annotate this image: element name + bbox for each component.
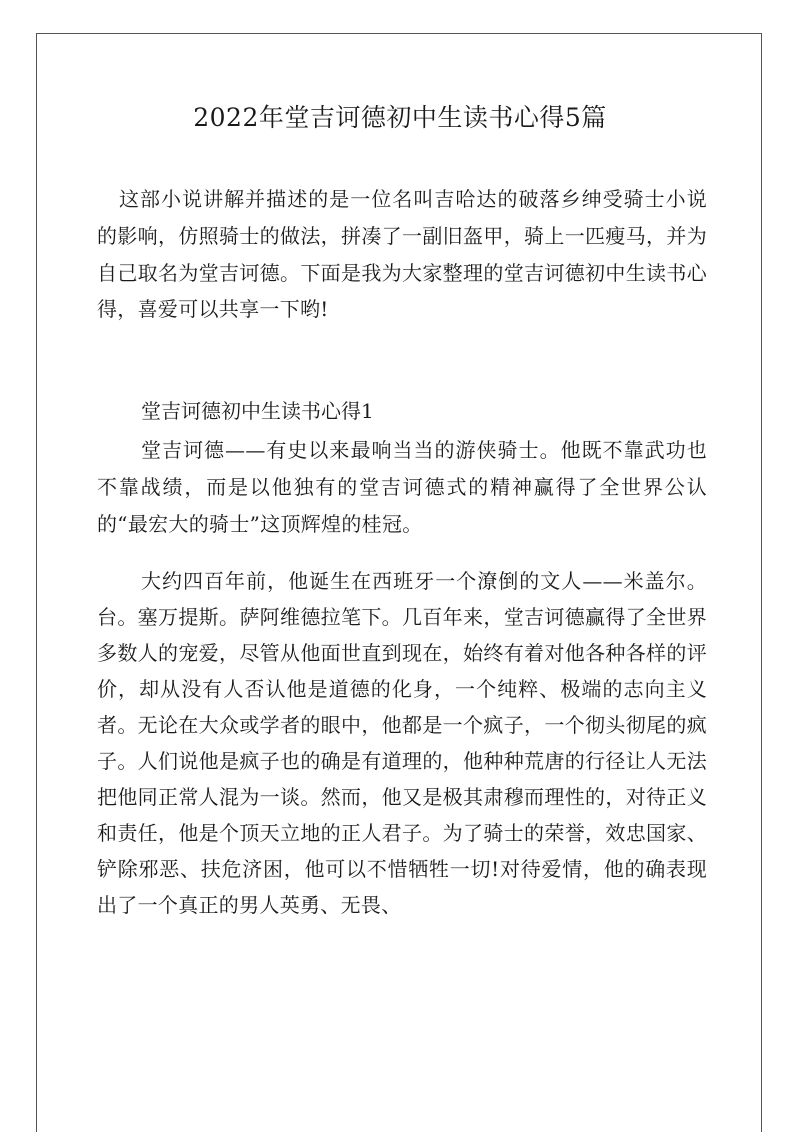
body-paragraph-2: 大约四百年前，他诞生在西班牙一个潦倒的文人——米盖尔。台。塞万提斯。萨阿维德拉笔下。几百年来，堂吉诃德赢得了全世界多数人的宠爱，尽管从他面世直到现在，始终有着对他各种各样的评价，却从没有人否认他是道德的化身，一个纯粹、极端的志向主义者。无论在大众或学者的眼中，他都是一个疯子，一个彻头彻尾的疯子。人们说他是疯子也的确是有道理的，他种种荒唐的行径让人无法把他同正常人混为一谈。然而，他又是极其肃穆而理性的，对待正义和责任，他是个顶天立地的正人君子。为了骑士的荣誉，效忠国家、铲除邪恶、扶危济困，他可以不惜牺牲一切!对待爱情，他的确表现出了一个真正的男人英勇、无畏、 — [97, 569, 707, 917]
section-heading: 堂吉诃德初中生读书心得1 — [141, 399, 374, 423]
body-paragraph-1: 堂吉诃德——有史以来最响当当的游侠骑士。他既不靠武功也不靠战绩，而是以他独有的堂吉诃德式的精神赢得了全世界公认的“最宏大的骑士”这顶辉煌的桂冠。 — [97, 438, 707, 536]
document-title: 2022年堂吉诃德初中生读书心得5篇 — [193, 103, 607, 132]
intro-paragraph: 这部小说讲解并描述的是一位名叫吉哈达的破落乡绅受骑士小说的影响，仿照骑士的做法，拼凑了一副旧盔甲，骑上一匹瘦马，并为自己取名为堂吉诃德。下面是我为大家整理的堂吉诃德初中生读书心得，喜爱可以共享一下哟! — [97, 187, 707, 322]
